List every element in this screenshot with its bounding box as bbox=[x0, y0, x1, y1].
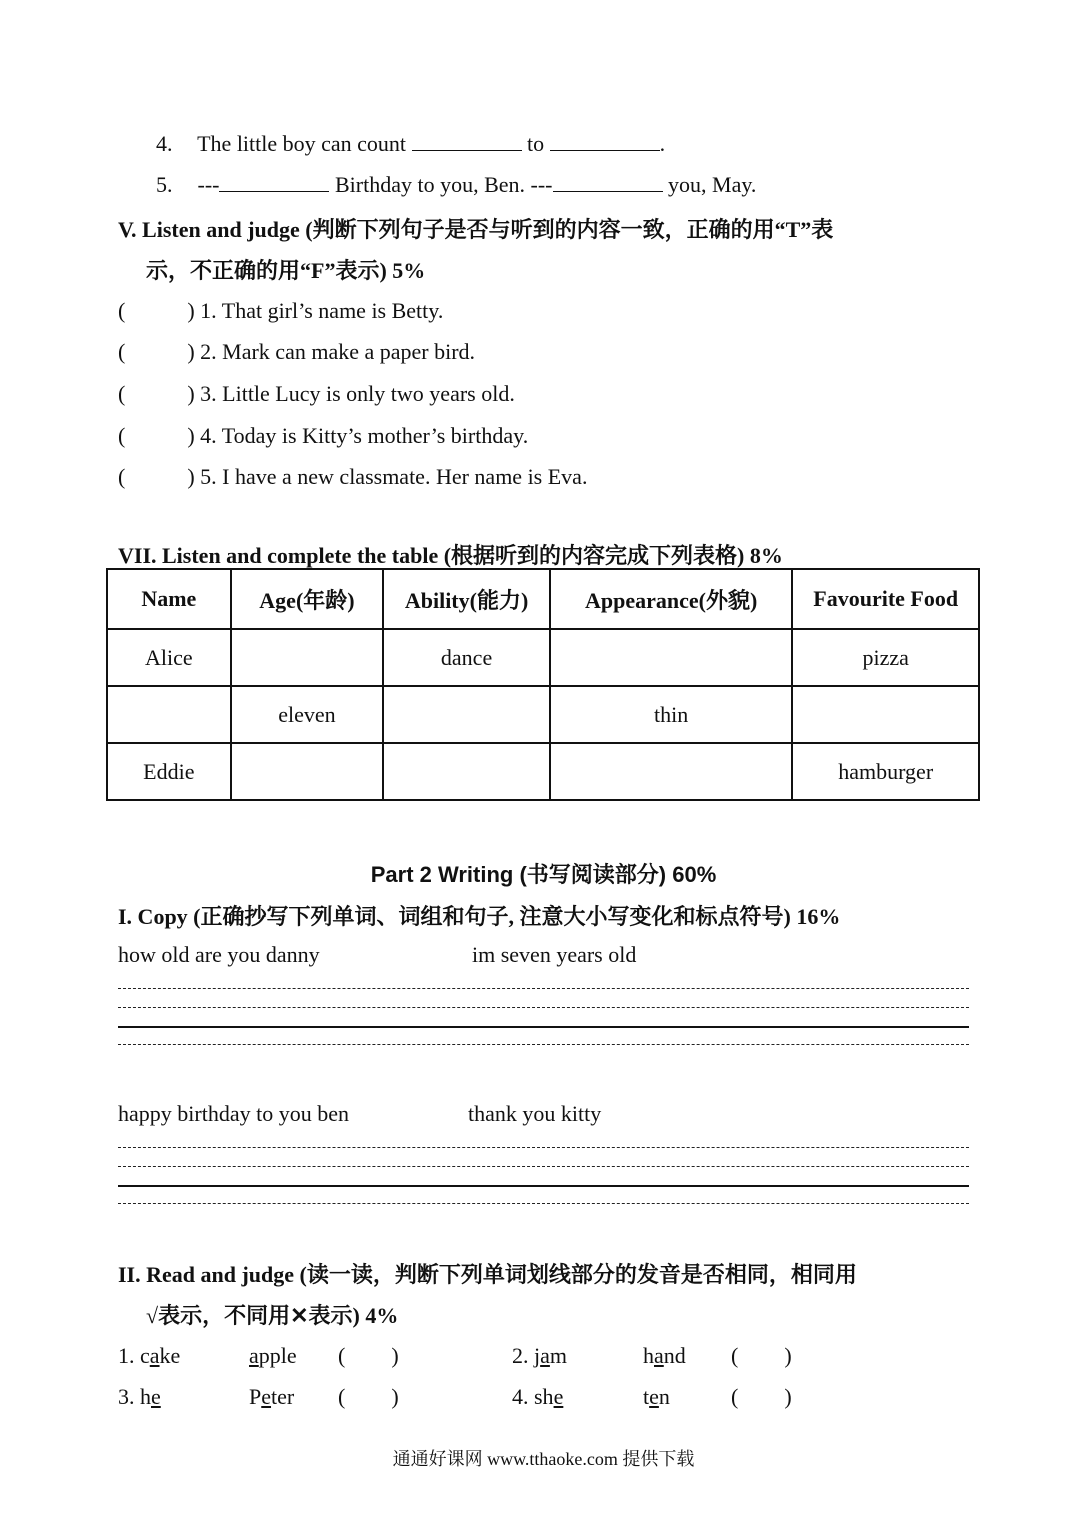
section-ii-title: II. Read and judge (读一读，判断下列单词划线部分的发音是否相同，相同用 bbox=[118, 1262, 857, 1287]
table-row bbox=[107, 629, 979, 686]
section-v-title: V. Listen and judge (判断下列句子是否与听到的内容一致，正确的用“T”表 bbox=[118, 217, 834, 242]
word: cake bbox=[140, 1343, 181, 1368]
writing-line[interactable] bbox=[118, 988, 969, 989]
answer-blank[interactable] bbox=[550, 132, 660, 151]
answer-paren[interactable]: ( ) bbox=[338, 1343, 399, 1368]
judge-text: 1. That girl’s name is Betty. bbox=[200, 298, 444, 323]
answer-paren[interactable]: ( ) bbox=[731, 1343, 792, 1368]
item-number: 5. bbox=[156, 172, 173, 197]
table-cell[interactable] bbox=[383, 686, 550, 743]
answer-blank[interactable] bbox=[219, 173, 329, 192]
item-text: Birthday to you, Ben. --- bbox=[334, 172, 553, 197]
judge-item bbox=[118, 464, 587, 490]
item-text: --- bbox=[197, 172, 220, 197]
table-cell[interactable]: Alice bbox=[107, 629, 231, 686]
copy-phrase: happy birthday to you ben bbox=[118, 1101, 349, 1126]
item-text: to bbox=[527, 131, 545, 156]
page-footer: 通通好课网 www.tthaoke.com 提供下载 bbox=[392, 1449, 695, 1469]
table-header: Age(年龄) bbox=[231, 569, 384, 629]
phonics-item-1 bbox=[118, 1343, 180, 1369]
copy-phrase: how old are you danny bbox=[118, 942, 320, 967]
word: she bbox=[534, 1384, 564, 1409]
table-header-row bbox=[107, 569, 979, 629]
item-number: 4. bbox=[512, 1384, 529, 1409]
table-header: Favourite Food bbox=[792, 569, 979, 629]
paren-close: ) bbox=[187, 381, 195, 406]
paren-open: ( bbox=[118, 464, 126, 489]
item-number: 4. bbox=[156, 131, 173, 156]
table-row bbox=[107, 686, 979, 743]
table-header: Ability(能力) bbox=[383, 569, 550, 629]
word: apple bbox=[249, 1343, 297, 1368]
info-table bbox=[106, 568, 980, 801]
answer-paren[interactable]: ( ) bbox=[338, 1384, 399, 1409]
paren-open: ( bbox=[118, 423, 126, 448]
section-v-title-cont: 示，不正确的用“F”表示) 5% bbox=[146, 258, 426, 283]
paren-close: ) bbox=[187, 423, 195, 448]
section-vii-title: VII. Listen and complete the table (根据听到的内容完成下列表格) 8% bbox=[118, 543, 783, 568]
item-number: 1. bbox=[118, 1343, 135, 1368]
table-row bbox=[107, 743, 979, 800]
table-cell[interactable] bbox=[792, 686, 979, 743]
paren-close: ) bbox=[187, 339, 195, 364]
table-cell[interactable]: eleven bbox=[231, 686, 384, 743]
writing-baseline[interactable] bbox=[118, 1185, 969, 1187]
item-text: The little boy can count bbox=[197, 131, 407, 156]
section-ii-title-cont: √表示，不同用✕表示) 4% bbox=[146, 1303, 399, 1328]
table-cell[interactable] bbox=[550, 629, 793, 686]
table-cell[interactable] bbox=[231, 629, 384, 686]
copy-phrase: thank you kitty bbox=[468, 1101, 602, 1126]
judge-item bbox=[118, 298, 443, 324]
table-cell[interactable] bbox=[383, 743, 550, 800]
word: hand bbox=[643, 1343, 686, 1368]
paren-open: ( bbox=[118, 381, 126, 406]
word: he bbox=[140, 1384, 161, 1409]
item-number: 3. bbox=[118, 1384, 135, 1409]
table-cell[interactable]: thin bbox=[550, 686, 793, 743]
answer-blank[interactable] bbox=[553, 173, 663, 192]
answer-blank[interactable] bbox=[412, 132, 522, 151]
judge-text: 2. Mark can make a paper bird. bbox=[200, 339, 476, 364]
phonics-item-4 bbox=[512, 1384, 563, 1410]
table-header: Name bbox=[107, 569, 231, 629]
judge-item bbox=[118, 339, 475, 365]
paren-close: ) bbox=[187, 464, 195, 489]
phonics-item-3 bbox=[118, 1384, 161, 1410]
word: Peter bbox=[249, 1384, 295, 1409]
copy-phrase: im seven years old bbox=[472, 942, 637, 967]
item-text: you, May. bbox=[668, 172, 757, 197]
section-i-title: I. Copy (正确抄写下列单词、词组和句子, 注意大小写变化和标点符号) 16% bbox=[118, 904, 841, 929]
fill-item-4 bbox=[156, 131, 665, 157]
writing-line[interactable] bbox=[118, 1007, 969, 1008]
paren-open: ( bbox=[118, 339, 126, 364]
paren-open: ( bbox=[118, 298, 126, 323]
table-cell[interactable] bbox=[107, 686, 231, 743]
answer-paren[interactable]: ( ) bbox=[731, 1384, 792, 1409]
writing-line[interactable] bbox=[118, 1203, 969, 1204]
table-cell[interactable]: Eddie bbox=[107, 743, 231, 800]
paren-close: ) bbox=[187, 298, 195, 323]
writing-line[interactable] bbox=[118, 1166, 969, 1167]
writing-baseline[interactable] bbox=[118, 1026, 969, 1028]
writing-line[interactable] bbox=[118, 1147, 969, 1148]
table-cell[interactable]: hamburger bbox=[792, 743, 979, 800]
judge-text: 5. I have a new classmate. Her name is Eva. bbox=[200, 464, 588, 489]
table-header: Appearance(外貌) bbox=[550, 569, 793, 629]
table-cell[interactable] bbox=[550, 743, 793, 800]
phonics-item-2 bbox=[512, 1343, 567, 1369]
word: jam bbox=[534, 1343, 568, 1368]
word: ten bbox=[643, 1384, 670, 1409]
table-cell[interactable]: dance bbox=[383, 629, 550, 686]
part2-title: Part 2 Writing (书写阅读部分) 60% bbox=[370, 862, 717, 887]
writing-line[interactable] bbox=[118, 1044, 969, 1045]
judge-item bbox=[118, 381, 515, 407]
table-cell[interactable] bbox=[231, 743, 384, 800]
judge-text: 3. Little Lucy is only two years old. bbox=[200, 381, 515, 406]
item-number: 2. bbox=[512, 1343, 529, 1368]
fill-item-5 bbox=[156, 172, 756, 198]
item-text: . bbox=[659, 131, 666, 156]
table-cell[interactable]: pizza bbox=[792, 629, 979, 686]
judge-item bbox=[118, 423, 528, 449]
judge-text: 4. Today is Kitty’s mother’s birthday. bbox=[200, 423, 529, 448]
